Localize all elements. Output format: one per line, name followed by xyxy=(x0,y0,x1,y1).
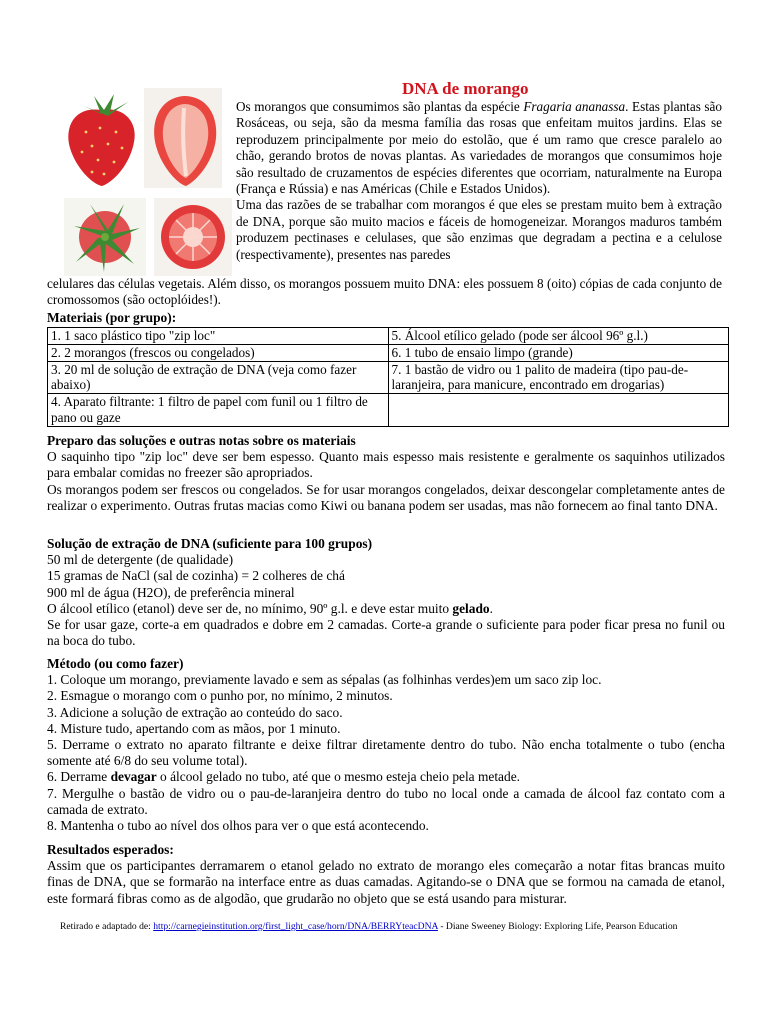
materials-table xyxy=(47,327,729,427)
metodo-step-6 xyxy=(47,769,725,785)
materials-cell: 2. 2 morangos (frescos ou congelados) xyxy=(48,344,389,361)
materials-cell: 5. Álcool etílico gelado (pode ser álcool 96º g.l.) xyxy=(388,328,729,345)
page-title: DNA de morango xyxy=(402,79,529,98)
solucao-line-5: Se for usar gaze, corte-a em quadrados e dobre em 2 camadas. Corte-a grande o suficiente para poder ficar presa no funil ou na boca do tubo. xyxy=(47,617,725,649)
materials-cell xyxy=(388,394,729,427)
solucao-line-4-end: . xyxy=(489,600,493,616)
strawberry-photos xyxy=(62,88,232,278)
intro-text-3: Uma das razões de se trabalhar com morangos é que eles se prestam muito bem à extração de DNA, porque são muito macios e fáceis de homogeneizar. Morangos maduros também produzem pectinases e celulases, que são enzimas que degradam a pectina e a celulose (respectivamente), presentes nas paredes xyxy=(236,197,722,262)
metodo-step-5: 5. Derrame o extrato no aparato filtrante e deixe filtrar diretamente dentro do tubo. Não encha totalmente o tubo (encha somente até 6/8 do seu volume total). xyxy=(47,737,725,769)
materials-heading: Materiais (por grupo): xyxy=(47,310,177,325)
source-footer xyxy=(60,921,677,933)
resultados-heading: Resultados esperados: xyxy=(47,842,174,857)
materials-row xyxy=(48,394,729,427)
metodo-step-6-bold: devagar xyxy=(110,769,157,785)
solucao-heading: Solução de extração de DNA (suficiente para 100 grupos) xyxy=(47,536,373,551)
footer-suffix: - Diane Sweeney Biology: Exploring Life, Pearson Education xyxy=(437,921,678,932)
metodo-step-2: 2. Esmague o morango com o punho por, no mínimo, 2 minutos. xyxy=(47,688,393,704)
materials-cell: 3. 20 ml de solução de extração de DNA (veja como fazer abaixo) xyxy=(48,361,389,394)
resultados-section xyxy=(47,842,725,907)
solucao-line-4-bold: gelado xyxy=(452,600,490,616)
sliced-strawberry-image xyxy=(144,88,222,188)
materials-row xyxy=(48,361,729,394)
strawberry-calyx-image xyxy=(64,198,146,276)
whole-strawberry-image xyxy=(62,88,140,188)
intro-text-1: Os morangos que consumimos são plantas da espécie xyxy=(236,99,524,114)
materials-cell: 1. 1 saco plástico tipo "zip loc" xyxy=(48,328,389,345)
metodo-section xyxy=(47,656,725,834)
solucao-line-2: 15 gramas de NaCl (sal de cozinha) = 2 colheres de chá xyxy=(47,568,345,584)
metodo-step-8: 8. Mantenha o tubo ao nível dos olhos para ver o que está acontecendo. xyxy=(47,818,429,834)
preparo-paragraph-1: O saquinho tipo "zip loc" deve ser bem espesso. Quanto mais espesso mais resistente e geralmente os saquinhos utilizados para embalar comidas no freezer são apropriados. xyxy=(47,449,725,481)
resultados-paragraph: Assim que os participantes derramarem o etanol gelado no extrato de morango eles começarão a notar fitas brancas muito finas de DNA, que se formarão na interface entre as duas camadas. Agitando-se o DNA que se formou na camada de etanol, este formará fibras como as de algodão, que grudarão no objeto que se está usando para misturar. xyxy=(47,858,725,906)
metodo-step-3: 3. Adicione a solução de extração ao conteúdo do saco. xyxy=(47,704,343,720)
metodo-step-7: 7. Mergulhe o bastão de vidro ou o pau-de-laranjeira dentro do tubo no local onde a camada de álcool faz contato com a camada de extrato. xyxy=(47,785,725,817)
materials-row xyxy=(48,344,729,361)
preparo-section xyxy=(47,433,725,514)
materials-cell: 6. 1 tubo de ensaio limpo (grande) xyxy=(388,344,729,361)
source-link[interactable]: http://carnegieinstitution.org/first_light_case/horn/DNA/BERRYteacDNA xyxy=(153,921,438,932)
solucao-line-1: 50 ml de detergente (de qualidade) xyxy=(47,552,234,568)
species-name: Fragaria ananassa xyxy=(523,99,626,114)
metodo-step-6-end: o álcool gelado no tubo, até que o mesmo esteja cheio pela metade. xyxy=(156,769,520,785)
preparo-heading: Preparo das soluções e outras notas sobre os materiais xyxy=(47,433,356,448)
metodo-step-6-text: 6. Derrame xyxy=(47,769,111,785)
solucao-line-4 xyxy=(47,601,725,617)
intro-text xyxy=(236,99,722,263)
solucao-line-4-text: O álcool etílico (etanol) deve ser de, no mínimo, 90º g.l. e deve estar muito xyxy=(47,600,453,616)
intro-text-2: . Estas plantas são Rosáceas, ou seja, são da mesma família das rosas que enfeitam muitos jardins. Elas se reproduzem principalmente por meio do estolão, que é um ramo que cresce paralelo ao chão, gerando brotos de novas plantas. As variedades de morangos que consumimos hoje são resultado de cruzamentos de espécies diferentes que ocorriam, naturalmente na Europa (França e Rússia) e nas Américas (Chile e Estados Unidos). xyxy=(236,99,723,197)
metodo-step-1: 1. Coloque um morango, previamente lavado e sem as sépalas (as folhinhas verdes)em um saco zip loc. xyxy=(47,672,602,688)
materials-cell: 4. Aparato filtrante: 1 filtro de papel com funil ou 1 filtro de pano ou gaze xyxy=(48,394,389,427)
footer-prefix: Retirado e adaptado de: xyxy=(60,921,154,932)
strawberry-cross-section-image xyxy=(154,198,232,276)
preparo-paragraph-2: Os morangos podem ser frescos ou congelados. Se for usar morangos congelados, deixar descongelar completamente antes de realizar o experimento. Outras frutas macias como Kiwi ou banana podem ser usadas, mas não fornecem ao final tanto DNA. xyxy=(47,481,725,513)
materials-cell: 7. 1 bastão de vidro ou 1 palito de madeira (tipo pau-de-laranjeira, para manicure, encontrado em drogarias) xyxy=(388,361,729,394)
intro-continuation: celulares das células vegetais. Além disso, os morangos possuem muito DNA: eles possuem 8 (oito) cópias de cada conjunto de cromossomos (são octoplóides!). xyxy=(47,276,722,308)
solucao-line-3: 900 ml de água (H2O), de preferência mineral xyxy=(47,584,295,600)
metodo-heading: Método (ou como fazer) xyxy=(47,656,184,671)
metodo-step-4: 4. Misture tudo, apertando com as mãos, por 1 minuto. xyxy=(47,720,341,736)
solucao-section xyxy=(47,536,725,649)
materials-row xyxy=(48,328,729,345)
